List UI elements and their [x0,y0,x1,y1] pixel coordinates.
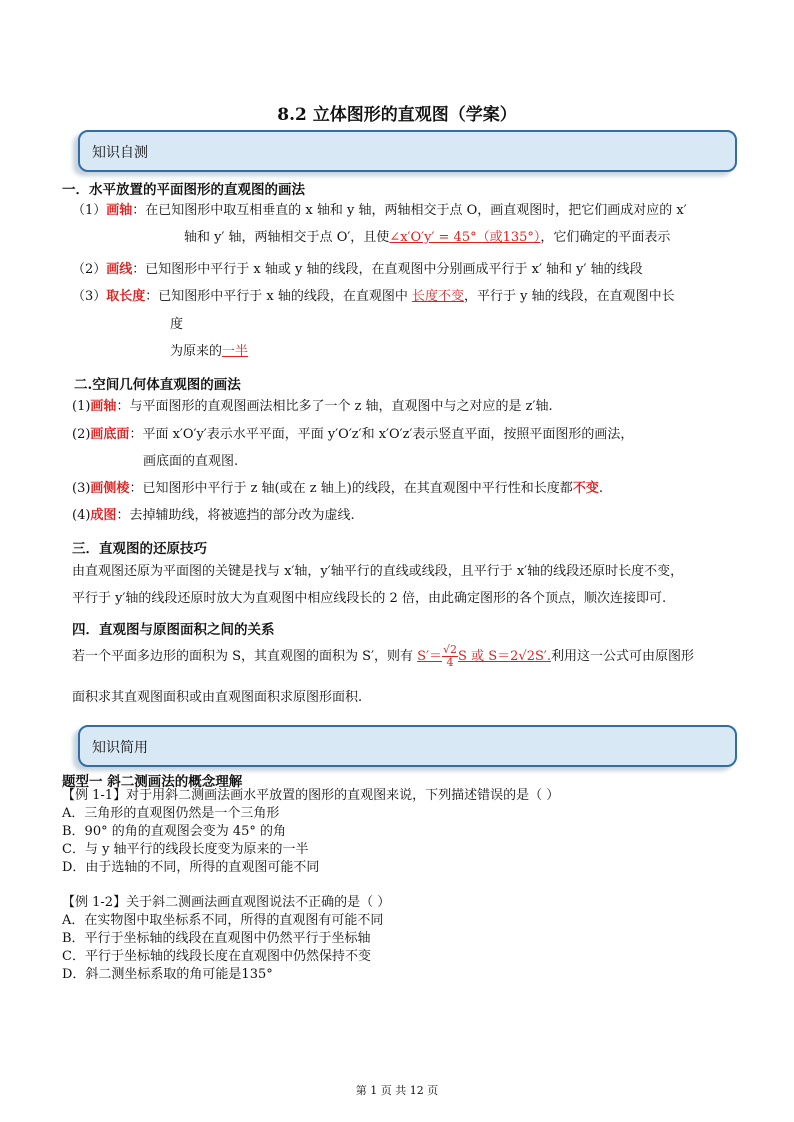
paragraph-continued: 度 [170,317,184,332]
option-b: B．平行于坐标轴的线段在直观图中仍然平行于坐标轴 [62,931,371,946]
keyword: 画底面 [90,427,130,442]
answer-angle: ∠x′O′y′ = 45°（或135°） [389,230,541,245]
option-c: C．与 y 轴平行的线段长度变为原来的一半 [62,842,309,857]
keyword: 画线 [106,262,133,277]
paragraph: （3）取长度：已知图形中平行于 x 轴的线段，在直观图中 长度不变，平行于 y 轴的线段，在直观图中长 [72,289,675,304]
page-title: 8.2 立体图形的直观图（学案） [277,105,517,125]
paragraph-continued: 画底面的直观图. [143,454,239,469]
question-stem: 【例 1-1】对于用斜二测画法画水平放置的图形的直观图来说，下列描述错误的是（ ） [62,788,560,803]
paragraph: （1）画轴：在已知图形中取互相垂直的 x 轴和 y 轴，两轴相交于点 O，画直观图时，把它们画成对应的 x′ [72,203,687,218]
section-heading: 二.空间几何体直观图的画法 [74,377,241,393]
paragraph: 面积求其直观图面积或由直观图面积求原图形面积. [72,690,363,705]
section-heading: 一．水平放置的平面图形的直观图的画法 [62,182,305,198]
answer-blank: 一半 [222,344,249,359]
paragraph-continued: 为原来的一半 [170,344,249,359]
keyword: 画侧棱 [90,481,130,496]
banner-label: 知识自测 [92,145,148,161]
paragraph: 若一个平面多边形的面积为 S，其直观图的面积为 S′，则有 S′＝ $\frac{√2}{4}$ S 或 S＝2√2S′.利用这一公式可由原图形 [72,643,694,670]
option-d: D．斜二测坐标系取的角可能是135° [62,967,273,982]
paragraph: （2）画线：已知图形中平行于 x 轴或 y 轴的线段，在直观图中分别画成平行于 x′ 轴和 y′ 轴的线段 [72,262,643,277]
section-heading: 四．直观图与原图面积之间的关系 [72,622,275,638]
answer-blank: 不变 [572,481,599,496]
topic-heading: 题型一 斜二测画法的概念理解 [62,774,243,790]
answer-blank: 长度不变 [412,289,465,304]
paragraph: 平行于 y′轴的线段还原时放大为直观图中相应线段长的 2 倍，由此确定图形的各个顶点，顺次连接即可. [72,591,667,606]
option-b: B．90° 的角的直观图会变为 45° 的角 [62,824,287,839]
option-d: D．由于选轴的不同，所得的直观图可能不同 [62,860,320,875]
keyword: 画轴 [106,203,133,218]
keyword: 取长度 [106,289,146,304]
option-c: C．平行于坐标轴的线段长度在直观图中仍然保持不变 [62,949,371,964]
paragraph: 由直观图还原为平面图的关键是找与 x′轴，y′轴平行的直线或线段，且平行于 x′轴的线段还原时长度不变， [72,564,684,579]
paragraph: (2)画底面：平面 x′O′y′表示水平平面，平面 y′O′z′和 x′O′z′表示竖直平面，按照平面图形的画法， [72,427,634,442]
paragraph: (4)成图：去掉辅助线，将被遮挡的部分改为虚线. [72,508,355,523]
page-footer: 第 1 页 共 12 页 [355,1084,439,1097]
paragraph: (3)画侧棱：已知图形中平行于 z 轴(或在 z 轴上)的线段，在其直观图中平行性和长度都不变. [72,481,603,496]
banner-label: 知识简用 [92,740,148,756]
keyword: 画轴 [90,399,117,414]
section-banner-knowledge-check [78,130,737,172]
keyword: 成图 [90,508,117,523]
option-a: A．三角形的直观图仍然是一个三角形 [62,806,280,821]
section-banner-knowledge-use [78,725,737,767]
paragraph-continued: 轴和 y′ 轴，两轴相交于点 O′，且使∠x′O′y′ = 45°（或135°），它们确定的平面表示 [184,230,671,245]
section-heading: 三．直观图的还原技巧 [72,541,207,557]
formula: S′＝ $\frac{√2}{4}$ S 或 S＝2√2S′. [417,643,551,670]
question-stem: 【例 1-2】关于斜二测画法画直观图说法不正确的是（ ） [62,895,391,910]
fraction: $\frac{√2}{4}$ [443,643,458,670]
option-a: A．在实物图中取坐标系不同，所得的直观图有可能不同 [62,913,384,928]
paragraph: (1)画轴：与平面图形的直观图画法相比多了一个 z 轴，直观图中与之对应的是 z′轴. [72,399,553,414]
